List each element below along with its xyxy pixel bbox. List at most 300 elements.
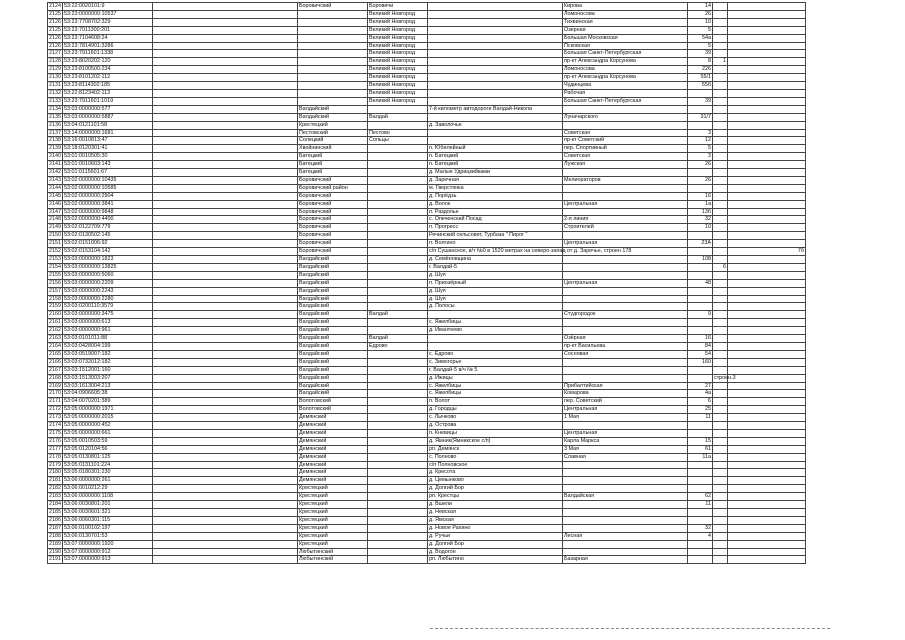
blank-cell [153,485,298,493]
house-number-cell [688,429,713,437]
district-cell: Боровичский [298,240,368,248]
blank-cell [153,516,298,524]
street-cell [563,477,688,485]
district-cell: Валдайский [298,311,368,319]
street-cell: Большая Санкт-Петербургская [563,50,688,58]
house-number-cell: 10 [688,224,713,232]
cadastral-number-cell: 53:03:0000000:2209 [63,279,153,287]
building-cell [713,279,728,287]
blank-cell [153,501,298,509]
cadastral-number-cell: 53:23:7708702:329 [63,18,153,26]
street-cell [563,121,688,129]
locality-cell: п. Волгино [428,240,563,248]
street-cell: пер. Советский [563,398,688,406]
district-cell [298,74,368,82]
blank-cell [153,89,298,97]
extra-cell [728,350,806,358]
blank-cell [153,169,298,177]
district-cell [298,50,368,58]
row-number-cell: 2139 [49,145,61,152]
table-row [48,469,806,477]
cadastral-number-cell: 53:23:7911601:1019 [63,97,153,105]
locality-cell: рп. Любытино [428,556,563,564]
locality-cell: п. Приозёрный [428,279,563,287]
locality-cell [428,113,563,121]
house-number-cell: 54 [688,350,713,358]
street-cell: Рабочая [563,89,688,97]
district-cell: Валдайский [298,263,368,271]
locality-cell [428,311,563,319]
building-cell [713,398,728,406]
district-cell [298,10,368,18]
district-cell [298,89,368,97]
blank-cell [153,540,298,548]
building-cell [713,232,728,240]
city-cell [368,169,428,177]
row-number-cell: 2144 [49,184,61,191]
row-number-cell: 2146 [49,200,61,207]
street-cell [563,169,688,177]
table-row [48,89,806,97]
street-cell: Центральная [563,240,688,248]
table-row [48,516,806,524]
extra-cell [728,200,806,208]
building-cell [713,97,728,105]
cadastral-number-cell: 53:02:0151006:92 [63,240,153,248]
row-number-cell: 2126 [49,34,61,41]
street-cell: Ломоносова [563,66,688,74]
extra-cell [728,66,806,74]
city-cell [368,208,428,216]
blank-cell [153,10,298,18]
row-number-cell: 2132 [49,89,61,96]
blank-cell [153,3,298,11]
table-row [48,335,806,343]
building-cell [713,485,728,493]
table-row [48,224,806,232]
district-cell: Валдайский [298,319,368,327]
table-row [48,319,806,327]
cadastral-number-cell: 53:16:0010813:47 [63,137,153,145]
street-cell [563,548,688,556]
blank-cell [153,335,298,343]
locality-cell: с/п Сушанское, в/т №0 в 1520 метрах на северо-запад от д. Заречье, строен 178 [429,248,632,255]
building-cell [713,437,728,445]
locality-cell: д. Кресота [428,469,563,477]
building-cell [713,10,728,18]
cadastral-number-cell: 53:05:0000000:452 [63,422,153,430]
cadastral-number-cell: 53:03:0000000:5887 [63,113,153,121]
city-cell [368,382,428,390]
locality-cell: с. Яжелбицы [428,319,563,327]
extra-cell [728,184,806,192]
district-cell: Волотовский [298,406,368,414]
cadastral-number-cell: 53:06:0030601:321 [63,509,153,517]
street-cell [563,105,688,113]
blank-cell [153,327,298,335]
extra-cell [728,532,806,540]
cadastral-number-cell: 53:03:0000000:2243 [63,287,153,295]
blank-cell [153,445,298,453]
locality-cell: п. Прогресс [428,224,563,232]
extra-cell [728,82,806,90]
district-cell: Крестецкий [298,532,368,540]
district-cell: Валдайский [298,113,368,121]
city-cell [368,366,428,374]
building-cell [713,461,728,469]
row-number-cell: 2176 [49,437,61,444]
street-cell: Центральная [563,429,688,437]
extra-cell [728,414,806,422]
building-cell [713,524,728,532]
building-cell [713,256,728,264]
city-cell [368,422,428,430]
locality-cell: п. Юбилейный [428,145,563,153]
cadastral-number-cell: 53:23:8100500:234 [63,66,153,74]
locality-cell: с. Полново [428,453,563,461]
district-cell [298,42,368,50]
city-cell [368,414,428,422]
row-number-cell: 2169 [49,382,61,389]
extra-cell [728,287,806,295]
city-cell [368,287,428,295]
cadastral-number-cell: 53:03:0000000:3475 [63,311,153,319]
extra-cell [728,34,806,42]
blank-cell [153,145,298,153]
house-number-cell [688,516,713,524]
street-cell [563,232,688,240]
district-cell: Боровичский район [298,184,368,192]
cadastral-number-cell: 53:05:0000000:661 [63,429,153,437]
extra-cell [728,105,806,113]
building-cell [713,153,728,161]
blank-cell [153,422,298,430]
extra-cell [728,50,806,58]
street-cell: Кирова [563,3,688,11]
building-cell [713,3,728,11]
street-cell: Студгородок [563,311,688,319]
locality-cell: д. Вшели [428,501,563,509]
row-number-cell: 2166 [49,358,61,365]
locality-cell: д. Долгий Бор [428,540,563,548]
extra-cell [728,477,806,485]
table-row [48,10,806,18]
row-number-cell: 2181 [49,477,61,484]
extra-cell [728,89,806,97]
row-number-cell: 2165 [49,350,61,357]
extra-cell [728,256,806,264]
building-cell [713,342,728,350]
extra-cell [728,556,806,564]
blank-cell [153,200,298,208]
house-number-cell: 8 [688,58,713,66]
district-cell: Солецкий [298,137,368,145]
table-row [48,129,806,137]
extra-cell [728,240,806,248]
cadastral-number-cell: 53:14:0000000:1681 [63,129,153,137]
table-row [48,137,806,145]
blank-cell [153,121,298,129]
street-cell: Озёрная [563,335,688,343]
house-number-cell: 6 [688,398,713,406]
table-row [48,350,806,358]
extra-cell [728,74,806,82]
district-cell: Волотовский [298,398,368,406]
building-cell [713,271,728,279]
row-number-cell: 2155 [49,271,61,278]
city-cell: Валдай [368,113,428,121]
row-number-cell: 2188 [49,532,61,539]
building-cell [713,248,728,256]
city-cell [368,469,428,477]
locality-cell: д. Новое Рахино [428,524,563,532]
street-cell: Мелиораторов [563,176,688,184]
table-row [48,200,806,208]
city-cell: Великий Новгород [368,58,428,66]
cadastral-number-cell: 53:03:0000000:5060 [63,271,153,279]
blank-cell [153,232,298,240]
table-row [48,184,806,192]
city-cell: Боровичи [368,3,428,11]
table-row [48,437,806,445]
locality-cell: д. Шуя [428,271,563,279]
row-number-cell: 2152 [49,248,61,255]
cadastral-number-cell: 53:03:1613004:213 [63,382,153,390]
house-number-cell: 11а [688,453,713,461]
city-cell [368,327,428,335]
cadastral-number-cell: 53:06:0000000:1108 [63,493,153,501]
locality-cell [428,335,563,343]
district-cell [298,18,368,26]
locality-cell: п. Раздолье [428,208,563,216]
extra-cell [728,485,806,493]
locality-cell: с. Опеченский Посад [428,216,563,224]
extra-cell [728,366,806,374]
house-number-cell: 4 [688,532,713,540]
locality-cell: д. Малые Удрицкийками [428,169,563,177]
locality-cell: с. Лычково [428,414,563,422]
city-cell [368,232,428,240]
house-number-cell: 3 [688,129,713,137]
row-number-cell: 2183 [49,493,61,500]
city-cell: Пестово [368,129,428,137]
extra-cell [728,445,806,453]
cadastral-number-cell: 53:03:0000000:961 [63,327,153,335]
cadastral-number-cell: 53:23:8101202:112 [63,74,153,82]
locality-cell: д. Острова [428,422,563,430]
city-cell [368,105,428,113]
city-cell [368,153,428,161]
cadastral-number-cell: 53:01:0010603:143 [63,161,153,169]
street-cell [563,374,688,382]
cadastral-number-cell: 53:03:0000000:1823 [63,256,153,264]
blank-cell [153,477,298,485]
city-cell: Великий Новгород [368,89,428,97]
district-cell: Валдайский [298,256,368,264]
district-cell: Любытинский [298,556,368,564]
building-cell [713,453,728,461]
row-number-cell: 2158 [49,295,61,302]
blank-cell [153,374,298,382]
extra-cell [728,540,806,548]
page-break-line [430,628,830,631]
city-cell [368,350,428,358]
house-number-cell: 48 [688,279,713,287]
table-row [48,105,806,113]
city-cell: Великий Новгород [368,18,428,26]
building-cell [713,121,728,129]
table-row [48,485,806,493]
extra-cell [728,358,806,366]
city-cell [368,200,428,208]
building-cell [713,137,728,145]
locality-cell [428,26,563,34]
district-cell: Боровичский [298,192,368,200]
blank-cell [153,366,298,374]
extra-cell [728,295,806,303]
cadastral-number-cell: 53:04:0070201:389 [63,398,153,406]
extra-cell [728,453,806,461]
building-cell [713,192,728,200]
locality-cell: д. Ямская [428,516,563,524]
building-cell [713,224,728,232]
city-cell [368,524,428,532]
blank-cell [153,153,298,161]
locality-cell [428,3,563,11]
table-row [48,145,806,153]
city-cell: Великий Новгород [368,10,428,18]
locality-cell: п. Батецкий [428,153,563,161]
table-row [48,153,806,161]
row-number-cell: 2174 [49,422,61,429]
extra-cell [728,279,806,287]
blank-cell [153,382,298,390]
cadastral-number-cell: 53:02:0000000:4400 [63,216,153,224]
district-cell: Боровичский [298,216,368,224]
extra-cell [728,406,806,414]
building-cell [713,327,728,335]
house-number-cell: 108 [688,256,713,264]
building-cell [713,422,728,430]
cadastral-number-cell: 53:04:0121101:58 [63,121,153,129]
street-cell: Озерная [563,26,688,34]
blank-cell [153,74,298,82]
locality-cell: д. Заволочье [428,121,563,129]
row-number-cell: 2160 [49,311,61,318]
extra-cell [728,516,806,524]
row-number-cell: 2134 [49,105,61,112]
street-cell [563,303,688,311]
table-row [48,287,806,295]
district-cell: Валдайский [298,335,368,343]
blank-cell [153,240,298,248]
city-cell [368,295,428,303]
row-number-cell: 2163 [49,335,61,342]
district-cell: Демянский [298,461,368,469]
house-number-cell: 11 [688,414,713,422]
row-number-cell: 2128 [49,58,61,65]
blank-cell [153,358,298,366]
row-number-cell: 2156 [49,279,61,286]
house-number-cell: 23А [688,240,713,248]
blank-cell [153,319,298,327]
locality-cell: п. Батецкий [428,161,563,169]
table-row [48,342,806,350]
blank-cell [153,461,298,469]
house-number-cell: 11 [688,501,713,509]
house-number-cell [688,469,713,477]
building-cell [713,216,728,224]
building-cell [713,540,728,548]
locality-cell: д. Невская [428,509,563,517]
house-number-cell: 31/7 [688,113,713,121]
cadastral-number-cell: 53:06:0030801:201 [63,501,153,509]
house-number-cell: 13б [688,208,713,216]
district-cell: Крестецкий [298,509,368,517]
building-cell [713,208,728,216]
street-cell: Комарова [563,390,688,398]
extra-cell [728,10,806,18]
building-cell [713,74,728,82]
locality-cell: с/п Полновское [428,461,563,469]
blank-cell [153,97,298,105]
building-cell: строен.3 [714,374,736,381]
district-cell [298,66,368,74]
house-number-cell [688,121,713,129]
district-cell: Пестовский [298,129,368,137]
building-cell [713,295,728,303]
blank-cell [153,216,298,224]
locality-cell: с. Яжелбицы [428,390,563,398]
street-cell [563,358,688,366]
cadastral-number-cell: 53:05:0000000:2015 [63,414,153,422]
city-cell: Великий Новгород [368,34,428,42]
city-cell [368,453,428,461]
city-cell [368,145,428,153]
street-cell: Лесная [563,532,688,540]
street-cell: Тихвинская [563,18,688,26]
extra-cell [728,437,806,445]
table-row [48,414,806,422]
row-number-cell: 2130 [49,74,61,81]
extra-cell [728,493,806,501]
row-number-cell: 2133 [49,97,61,104]
extra-cell [728,3,806,11]
blank-cell [153,82,298,90]
blank-cell [153,350,298,358]
row-number-cell: 2126 [49,18,61,25]
table-row [48,113,806,121]
extra-cell [728,398,806,406]
building-cell [713,390,728,398]
row-number-cell: 2127 [49,50,61,57]
table-row [48,66,806,74]
blank-cell [153,18,298,26]
building-cell [713,176,728,184]
locality-cell [428,342,563,350]
table-row [48,97,806,105]
cadastral-number-cell: 53:23:7011300:201 [63,26,153,34]
table-row [48,540,806,548]
city-cell [368,192,428,200]
house-number-cell: 27 [688,382,713,390]
street-cell [563,501,688,509]
city-cell [368,509,428,517]
cadastral-number-cell: 53:07:0000000:912 [63,548,153,556]
district-cell: Хвойнинский [298,145,368,153]
district-cell: Боровичский [298,3,368,11]
table-row [48,524,806,532]
